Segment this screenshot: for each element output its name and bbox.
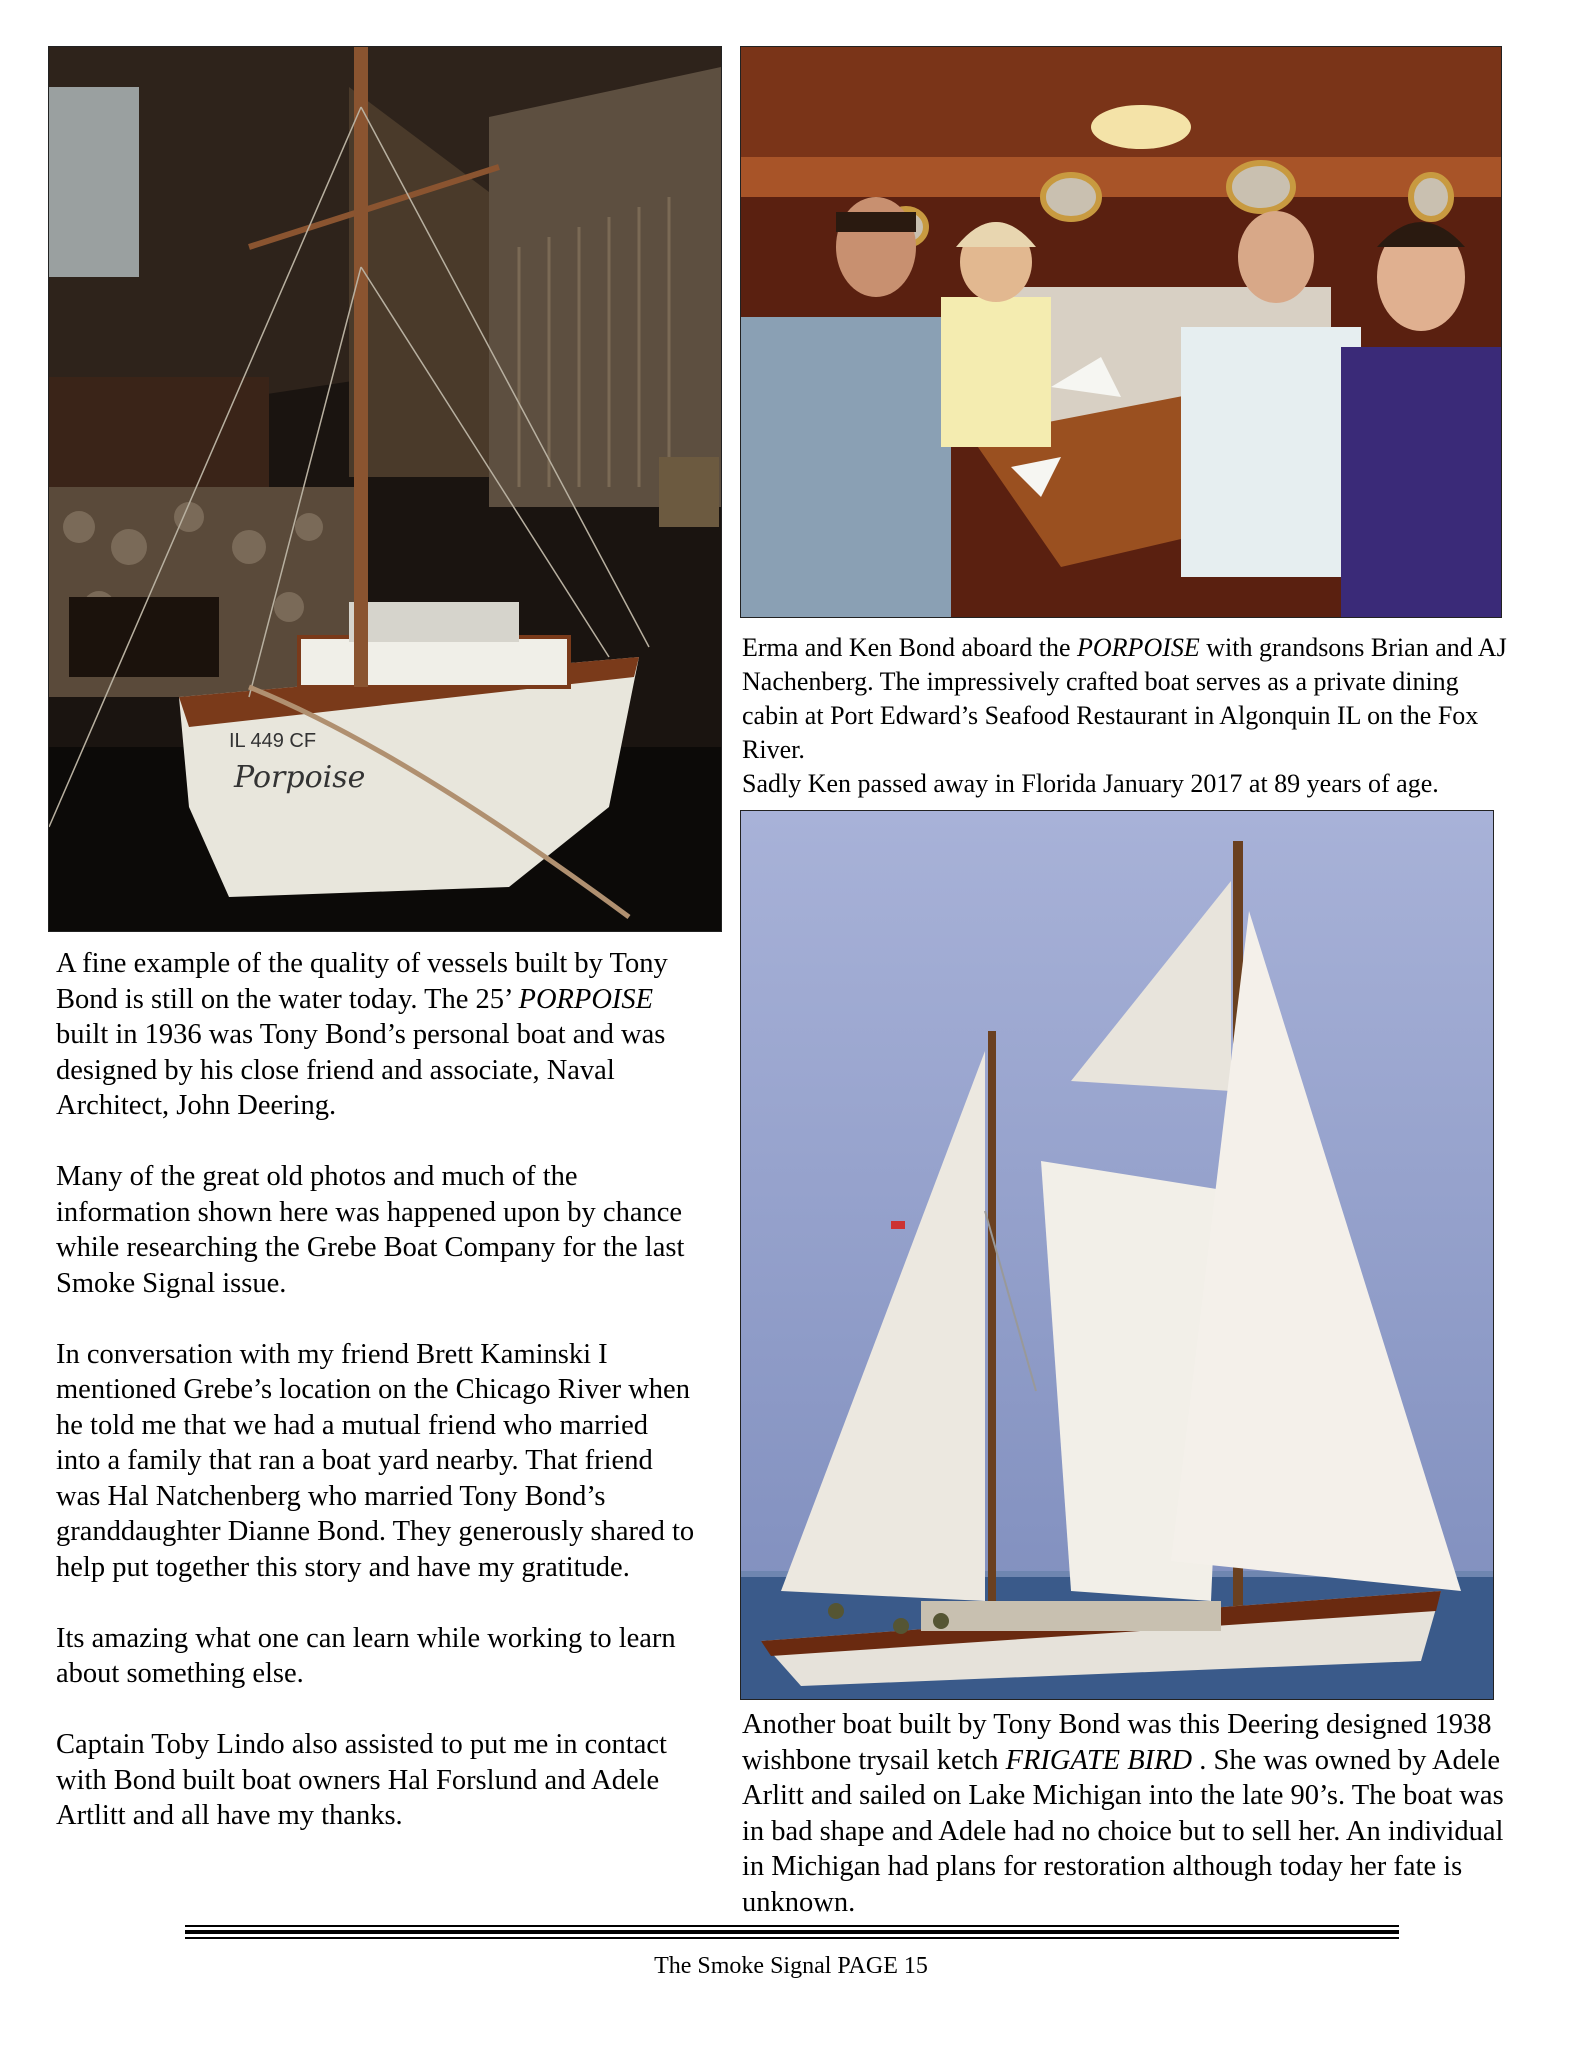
frigate-bird-photo <box>740 810 1494 1700</box>
article-paragraph-3: In conversation with my friend Brett Kaminski I mentioned Grebe’s location on the Chicago River when he told me that we had a mutual friend who married into a family that ran a boat yard nearby. That friend was Hal Natchenberg who married Tony Bond’s granddaughter Dianne Bond. They generously shared to help put together this story and have my gratitude. <box>56 1338 695 1583</box>
boat-name-porpoise-inline: PORPOISE <box>518 983 654 1015</box>
hull-registration: IL 449 CF <box>229 730 317 752</box>
article-paragraph-1: A fine example of the quality of vessels built by Tony Bond is still on the water today. The 25’ PORPOISE built in 1936 was Tony Bond’s personal boat and was designed by his close friend and associate, Naval Architect, John Deering. <box>56 948 668 1121</box>
article-paragraph-4: Its amazing what one can learn while working to learn about something else. <box>56 1622 676 1689</box>
dining-cabin-photo <box>740 46 1502 618</box>
article-body <box>56 946 696 1869</box>
dining-photo-caption: Erma and Ken Bond aboard the PORPOISE with grandsons Brian and AJ Nachenberg. The impressively crafted boat serves as a private dining cabin at Port Edward’s Seafood Restaurant in Algonquin IL on the Fox River. Sadly Ken passed away in Florida January 2017 at 89 years of age. <box>742 633 1507 798</box>
boat-name-porpoise: PORPOISE <box>1077 633 1200 662</box>
article-paragraph-2: Many of the great old photos and much of the information shown here was happened upon by chance while researching the Grebe Boat Company for the last Smoke Signal issue. <box>56 1161 685 1299</box>
page-footer: The Smoke Signal PAGE 15 <box>654 1953 928 1979</box>
porpoise-photo <box>48 46 722 932</box>
hull-name: Porpoise <box>234 760 366 795</box>
frigate-bird-caption: Another boat built by Tony Bond was this Deering designed 1938 wishbone trysail ketch FRIGATE BIRD . She was owned by Adele Arlitt and sailed on Lake Michigan into the late 90’s. The boat was in bad shape and Adele had no choice but to sell her. An individual in Michigan had plans for restoration although today her fate is unknown. <box>742 1709 1504 1918</box>
article-paragraph-5: Captain Toby Lindo also assisted to put me in contact with Bond built boat owners Hal Forslund and Adele Artlitt and all have my thanks. <box>56 1729 667 1831</box>
footer-divider <box>185 1925 1399 1939</box>
boat-name-frigate-bird: FRIGATE BIRD <box>1005 1744 1193 1776</box>
